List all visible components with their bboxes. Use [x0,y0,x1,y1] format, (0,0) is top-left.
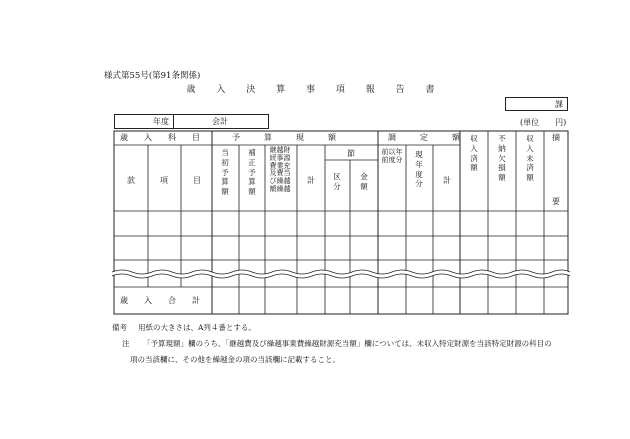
header-unreceived: 収入未済額 [526,134,534,182]
subheader-initial-budget: 当初予算額 [221,148,229,196]
remark-label: 備考 [112,323,127,332]
header-summary: 摘 [552,133,560,142]
subheader-supplementary: 補正予算額 [248,148,256,196]
subheader-transfer: 節 [347,149,355,158]
subheader-subitem: 目 [193,176,201,185]
subheader-current-year: 現年度分 [415,150,423,189]
subheader-adjust-total: 計 [443,176,451,185]
form-number: 様式第55号(第91条関係) [104,71,201,81]
subheader-summary-lower: 要 [552,197,560,206]
subheader-item: 項 [160,176,168,185]
subheader-section: 款 [127,176,135,185]
fiscal-year-label: 年度 [153,117,169,126]
department-label: 課 [555,100,563,109]
subheader-budget-total: 計 [307,176,315,185]
note-label: 注 [122,339,130,348]
header-adjustment: 調 定 額 [388,133,460,142]
document-title: 歳 入 決 算 事 項 報 告 書 [186,85,444,95]
remark-text: 用紙の大きさは、A列４番とする。 [138,323,256,332]
unit-label: (単位 円) [520,118,567,127]
header-received: 収入済額 [470,134,478,173]
note-line-2: 項の当該欄に、その他を繰越金の項の当該欄に記載すること。 [130,355,340,364]
header-budget-current: 予 算 現 額 [232,133,336,142]
subheader-carryover: 継越財続事源費業充及費当び繰越額繰越 [269,146,291,194]
subheader-transfer-amount: 金額 [360,172,368,191]
note-line-1: 「予算現額」欄のうち、「継越費及び繰越事業費繰越財源充当額」欄については、未収入特定財源を当該特定財源の科目の [143,339,552,348]
subheader-prior-year: 前以年前度分 [381,148,403,164]
account-label: 会計 [212,117,228,126]
header-revenue-subject: 歳 入 科 目 [120,133,200,142]
subheader-transfer-section: 区分 [333,172,341,191]
total-row-label: 歳 入 合 計 [120,296,200,305]
header-loss: 不納欠損額 [498,134,506,182]
